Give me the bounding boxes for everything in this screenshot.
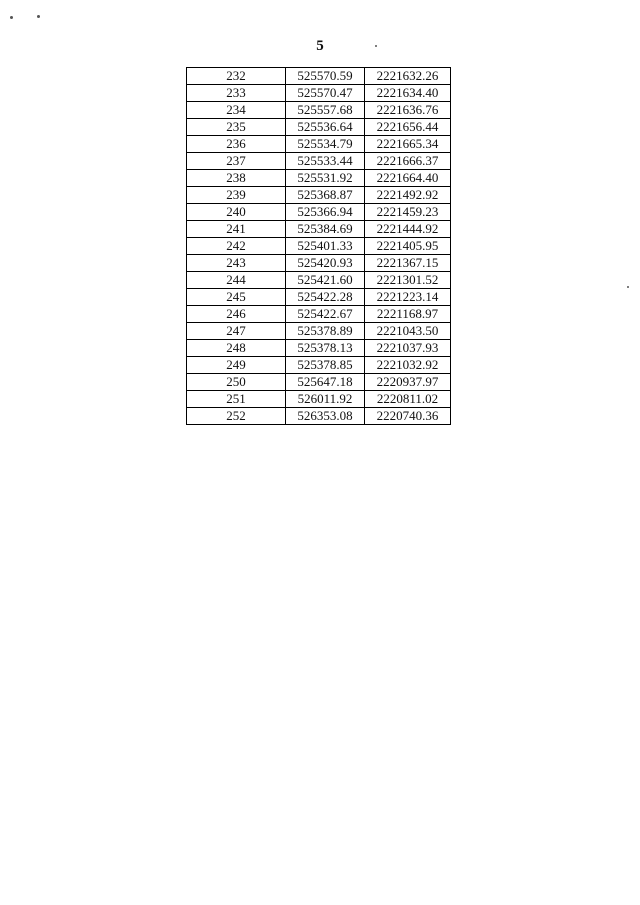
x-coordinate-cell: 526011.92 [286,391,365,408]
x-coordinate-cell: 525534.79 [286,136,365,153]
table-row [187,357,451,374]
scan-speck [37,15,40,18]
page-number: 5 [316,38,324,54]
x-coordinate-cell: 525401.33 [286,238,365,255]
y-coordinate-cell: 2221636.76 [365,102,451,119]
table-row [187,238,451,255]
x-coordinate-cell: 525533.44 [286,153,365,170]
y-coordinate-cell: 2221223.14 [365,289,451,306]
point-number-cell: 248 [187,340,286,357]
y-coordinate-cell: 2221665.34 [365,136,451,153]
table-row [187,204,451,221]
point-number-cell: 233 [187,85,286,102]
x-coordinate-cell: 525366.94 [286,204,365,221]
y-coordinate-cell: 2221032.92 [365,357,451,374]
point-number-cell: 239 [187,187,286,204]
point-number-cell: 238 [187,170,286,187]
y-coordinate-cell: 2221301.52 [365,272,451,289]
point-number-cell: 241 [187,221,286,238]
scan-speck [10,16,13,19]
x-coordinate-cell: 525368.87 [286,187,365,204]
table-row [187,170,451,187]
y-coordinate-cell: 2221367.15 [365,255,451,272]
point-number-cell: 249 [187,357,286,374]
point-number-cell: 243 [187,255,286,272]
x-coordinate-cell: 526353.08 [286,408,365,425]
table-row [187,391,451,408]
y-coordinate-cell: 2220740.36 [365,408,451,425]
point-number-cell: 234 [187,102,286,119]
point-number-cell: 232 [187,68,286,85]
y-coordinate-cell: 2221656.44 [365,119,451,136]
table-row [187,255,451,272]
x-coordinate-cell: 525420.93 [286,255,365,272]
point-number-cell: 246 [187,306,286,323]
x-coordinate-cell: 525378.89 [286,323,365,340]
x-coordinate-cell: 525536.64 [286,119,365,136]
y-coordinate-cell: 2221043.50 [365,323,451,340]
point-number-cell: 235 [187,119,286,136]
y-coordinate-cell: 2221634.40 [365,85,451,102]
table-row [187,187,451,204]
point-number-cell: 237 [187,153,286,170]
y-coordinate-cell: 2221632.26 [365,68,451,85]
point-number-cell: 245 [187,289,286,306]
point-number-cell: 250 [187,374,286,391]
table-row [187,136,451,153]
point-number-cell: 251 [187,391,286,408]
x-coordinate-cell: 525378.13 [286,340,365,357]
x-coordinate-cell: 525384.69 [286,221,365,238]
table-row [187,153,451,170]
point-number-cell: 236 [187,136,286,153]
point-number-cell: 247 [187,323,286,340]
coordinates-table [186,67,451,425]
y-coordinate-cell: 2221405.95 [365,238,451,255]
point-number-cell: 252 [187,408,286,425]
table-row [187,272,451,289]
table-row [187,306,451,323]
x-coordinate-cell: 525378.85 [286,357,365,374]
x-coordinate-cell: 525422.28 [286,289,365,306]
y-coordinate-cell: 2221168.97 [365,306,451,323]
x-coordinate-cell: 525421.60 [286,272,365,289]
y-coordinate-cell: 2221444.92 [365,221,451,238]
table-row [187,340,451,357]
x-coordinate-cell: 525647.18 [286,374,365,391]
table-row [187,85,451,102]
y-coordinate-cell: 2220811.02 [365,391,451,408]
point-number-cell: 240 [187,204,286,221]
point-number-cell: 242 [187,238,286,255]
table-row [187,289,451,306]
x-coordinate-cell: 525531.92 [286,170,365,187]
y-coordinate-cell: 2221459.23 [365,204,451,221]
table-row [187,68,451,85]
x-coordinate-cell: 525570.59 [286,68,365,85]
x-coordinate-cell: 525422.67 [286,306,365,323]
y-coordinate-cell: 2220937.97 [365,374,451,391]
y-coordinate-cell: 2221666.37 [365,153,451,170]
coordinates-table-body [187,68,451,425]
x-coordinate-cell: 525557.68 [286,102,365,119]
point-number-cell: 244 [187,272,286,289]
table-row [187,374,451,391]
table-row [187,119,451,136]
y-coordinate-cell: 2221492.92 [365,187,451,204]
x-coordinate-cell: 525570.47 [286,85,365,102]
scan-speck [627,286,629,288]
table-row [187,221,451,238]
y-coordinate-cell: 2221037.93 [365,340,451,357]
table-row [187,323,451,340]
scan-speck [375,45,377,47]
y-coordinate-cell: 2221664.40 [365,170,451,187]
table-row [187,102,451,119]
table-row [187,408,451,425]
